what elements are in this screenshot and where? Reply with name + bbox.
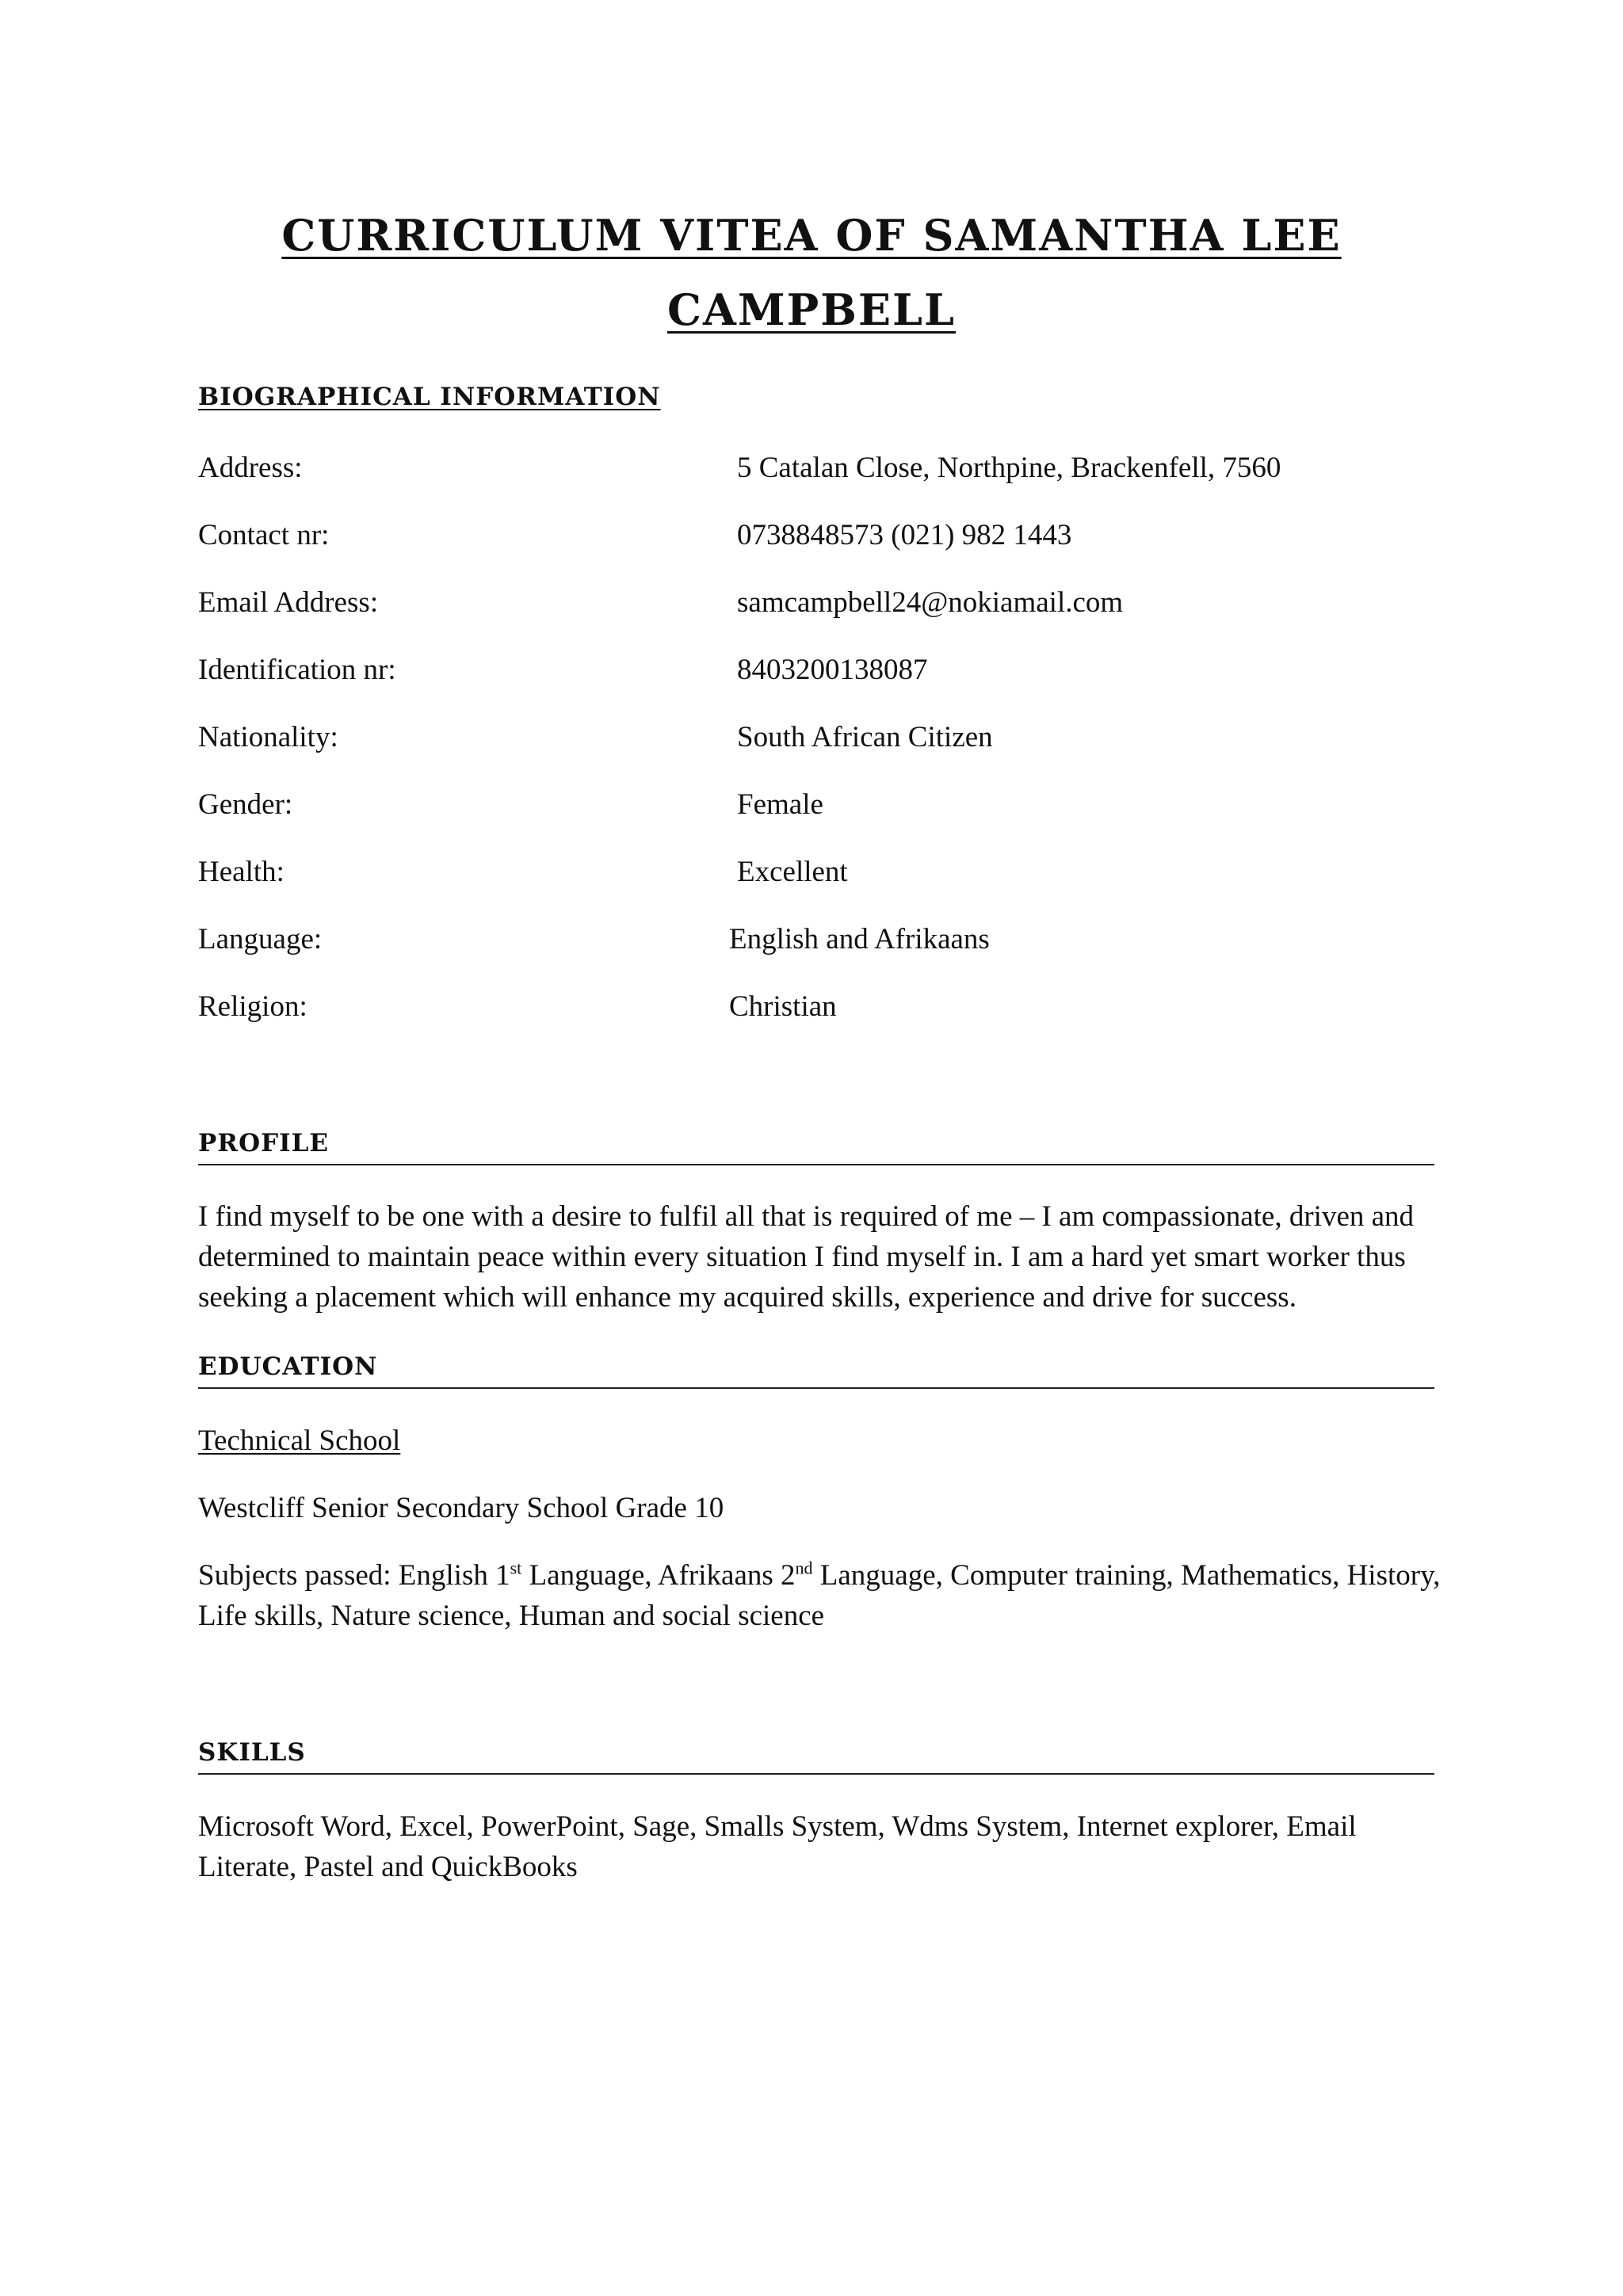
education-subjects	[198, 1555, 1446, 1636]
education-divider	[198, 1387, 1434, 1389]
bio-label: Email Address:	[198, 586, 379, 619]
biographical-heading: BIOGRAPHICAL INFORMATION	[198, 383, 661, 411]
bio-value: Christian	[729, 990, 837, 1023]
profile-text: I find myself to be one with a desire to fulfil all that is required of me – I am compassionate, driven and determined to maintain peace within every situation I find myself in. I am a hard yet smart worker thus seeking a placement which will enhance my acquired skills, experience and drive for success.	[198, 1200, 1415, 1314]
bio-value: 0738848573 (021) 982 1443	[737, 519, 1072, 551]
bio-label: Language:	[198, 923, 323, 955]
subjects-mid: Language, Afrikaans 2	[521, 1559, 796, 1592]
subjects-suffix: Language, Computer training, Mathematics, History, Life skills, Nature science, Human and social science	[198, 1559, 1441, 1632]
bio-label: Religion:	[198, 990, 307, 1023]
bio-value: samcampbell24@nokiamail.com	[737, 586, 1124, 619]
bio-label: Identification nr:	[198, 654, 396, 686]
skills-divider	[198, 1773, 1434, 1775]
bio-label: Contact nr:	[198, 519, 330, 551]
bio-value: 5 Catalan Close, Northpine, Brackenfell, 7560	[737, 452, 1281, 484]
skills-heading: SKILLS	[198, 1738, 306, 1767]
education-heading: EDUCATION	[198, 1352, 378, 1381]
cv-title-line-2: CAMPBELL	[667, 284, 956, 335]
superscript-nd: nd	[795, 1558, 813, 1578]
education-school: Westcliff Senior Secondary School Grade 10	[198, 1492, 724, 1524]
bio-label: Gender:	[198, 788, 293, 821]
bio-label: Health:	[198, 856, 285, 888]
bio-value: 8403200138087	[737, 654, 928, 686]
bio-label: Address:	[198, 452, 303, 484]
bio-label: Nationality:	[198, 721, 338, 753]
superscript-st: st	[510, 1558, 522, 1578]
bio-value: South African Citizen	[737, 721, 993, 753]
skills-text: Microsoft Word, Excel, PowerPoint, Sage, Smalls System, Wdms System, Internet explorer, Email Literate, Pastel and QuickBooks	[198, 1810, 1357, 1883]
education-school-type: Technical School	[198, 1425, 401, 1457]
cv-title-line-1: CURRICULUM VITEA OF SAMANTHA LEE	[281, 210, 1342, 261]
bio-value: Excellent	[737, 856, 848, 888]
profile-heading: PROFILE	[198, 1129, 330, 1158]
bio-value: Female	[737, 788, 823, 821]
bio-value: English and Afrikaans	[729, 923, 990, 955]
profile-divider	[198, 1164, 1434, 1165]
subjects-prefix: Subjects passed: English 1	[198, 1559, 510, 1592]
